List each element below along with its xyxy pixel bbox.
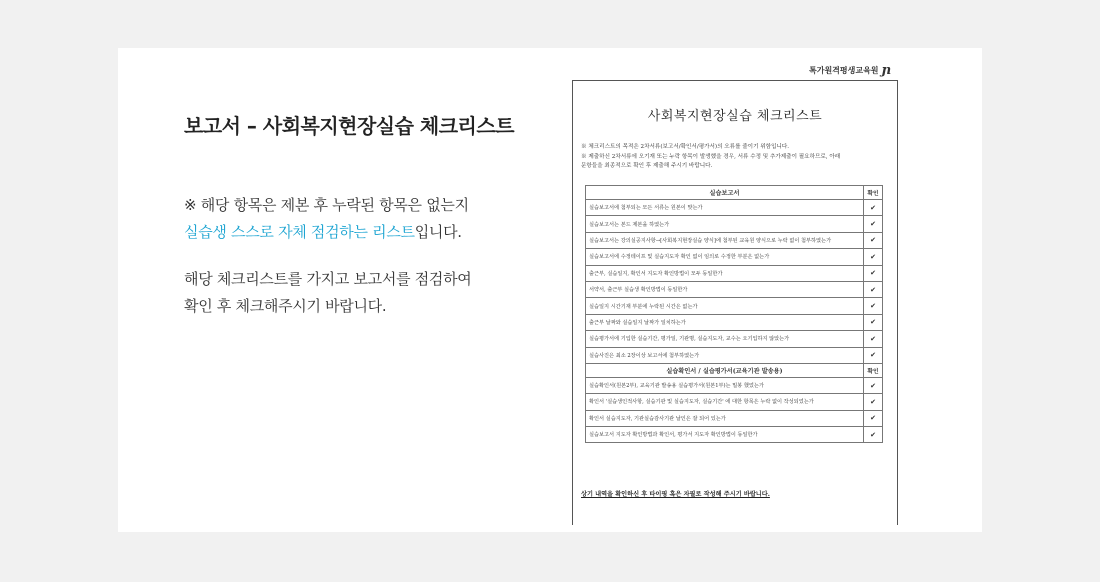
description-instruction — [184, 266, 471, 320]
checklist-row — [586, 265, 883, 281]
checklist-row — [586, 410, 883, 426]
checklist-row — [586, 427, 883, 443]
checklist-row — [586, 232, 883, 248]
checklist-item-text: 실습보고서는 강의실공지사항→[사회복지현장실습 양식]에 첨부된 교육원 양식으로 누락 없이 첨부하였는가 — [586, 232, 864, 248]
notice-line-1: ※ 해당 항목은 제본 후 누락된 항목은 없는지 — [184, 196, 469, 214]
section-title: 실습보고서 — [586, 186, 864, 200]
document-footer-note: 상기 내역을 확인하신 후 타이핑 혹은 자필로 작성해 주시기 바랍니다. — [581, 491, 770, 498]
section-header-row — [586, 186, 883, 200]
section-header-row — [586, 363, 883, 377]
checklist-item-text: 실습확인서(원본2부), 교육기관 발송용 실습평가서(원본1부)는 밀봉 했었는가 — [586, 377, 864, 393]
checklist-item-text: 확인서 '실습생인적사항, 실습기관 및 실습지도자, 실습기간' 에 대한 항목은 누락 없이 작성되었는가 — [586, 394, 864, 410]
checklist-item-text: 실습보고서에 수정테이프 및 실습지도자 확인 없이 임의로 수정한 부분은 없는가 — [586, 249, 864, 265]
check-column-header: 확인 — [864, 186, 883, 200]
checklist-row — [586, 216, 883, 232]
document-title: 사회복지현장실습 체크리스트 — [647, 109, 823, 124]
content-card — [118, 48, 982, 532]
checklist-table — [585, 185, 883, 443]
description-notice — [184, 192, 469, 246]
checkmark-icon: ✔ — [864, 232, 883, 248]
institution-name: 톡가원격평생교육원 — [808, 66, 879, 75]
notice-line-2-rest: 입니다. — [414, 223, 462, 241]
section-title: 실습확인서 / 실습평가서(교육기관 발송용) — [586, 363, 864, 377]
checklist-item-text: 실습보고서 지도자 확인방법과 확인서, 평가서 지도자 확인방법이 동일한가 — [586, 427, 864, 443]
note-line: 문항들을 최종적으로 확인 후 제출해 주시기 바랍니다. — [581, 163, 713, 169]
checklist-item-text: 실습보고서는 본드 제본을 하였는가 — [586, 216, 864, 232]
checklist-item-text: 서약서, 출근부 실습생 확인방법이 동일한가 — [586, 281, 864, 297]
note-line: ※ 제출하신 2차서류에 오기재 또는 누락 항목이 발생했을 경우, 서류 수정 및 추가제출이 필요하므로, 아래 — [581, 153, 841, 160]
highlighted-text: 실습생 스스로 자체 점검하는 리스트 — [184, 223, 415, 241]
checklist-item-text: 실습사진은 최소 2장이상 보고서에 첨부하였는가 — [586, 347, 864, 363]
checklist-row — [586, 331, 883, 347]
document-notes — [581, 143, 889, 172]
checkmark-icon: ✔ — [864, 331, 883, 347]
checklist-item-text: 확인서 실습지도자, 기관실습감사기관 날인은 잘 되어 있는가 — [586, 410, 864, 426]
checklist-row — [586, 377, 883, 393]
checkmark-icon: ✔ — [864, 281, 883, 297]
checkmark-icon: ✔ — [864, 377, 883, 393]
checklist-row — [586, 394, 883, 410]
logo-mark-icon: ɲ — [881, 63, 891, 78]
notice-line-2 — [184, 219, 469, 246]
checkmark-icon: ✔ — [864, 216, 883, 232]
institution-logo — [809, 63, 891, 78]
checklist-item-text: 출근부, 실습일지, 확인서 지도자 확인방법이 모두 동일한가 — [586, 265, 864, 281]
instruction-line-1: 해당 체크리스트를 가지고 보고서를 점검하여 — [184, 270, 472, 288]
checklist-document-image — [572, 63, 898, 525]
checkmark-icon: ✔ — [864, 265, 883, 281]
check-column-header: 확인 — [864, 363, 883, 377]
note-line: ※ 체크리스트의 목적은 2차서류(보고서/확인서/평가서)의 오류를 줄이기 위함입니다. — [581, 144, 790, 150]
checklist-row — [586, 298, 883, 314]
checkmark-icon: ✔ — [864, 347, 883, 363]
checklist-item-text: 출근부 날짜와 실습일지 날짜가 일치하는가 — [586, 314, 864, 330]
checkmark-icon: ✔ — [864, 394, 883, 410]
checklist-item-text: 실습일지 시간기재 부분에 누락된 시간은 없는가 — [586, 298, 864, 314]
checklist-row — [586, 281, 883, 297]
checklist-item-text: 실습보고서에 첨부되는 모든 서류는 원본이 맞는가 — [586, 200, 864, 216]
checklist-row — [586, 200, 883, 216]
checkmark-icon: ✔ — [864, 298, 883, 314]
checkmark-icon: ✔ — [864, 427, 883, 443]
checkmark-icon: ✔ — [864, 314, 883, 330]
checklist-row — [586, 347, 883, 363]
checkmark-icon: ✔ — [864, 200, 883, 216]
instruction-line-2: 확인 후 체크해주시기 바랍니다. — [184, 297, 387, 315]
checklist-row — [586, 249, 883, 265]
checkmark-icon: ✔ — [864, 249, 883, 265]
checkmark-icon: ✔ — [864, 410, 883, 426]
checklist-item-text: 실습평가서에 기입한 실습기간, 평가일, 기관명, 실습지도자, 교수는 오기입하지 않았는가 — [586, 331, 864, 347]
page-title: 보고서 – 사회복지현장실습 체크리스트 — [184, 114, 515, 138]
checklist-row — [586, 314, 883, 330]
